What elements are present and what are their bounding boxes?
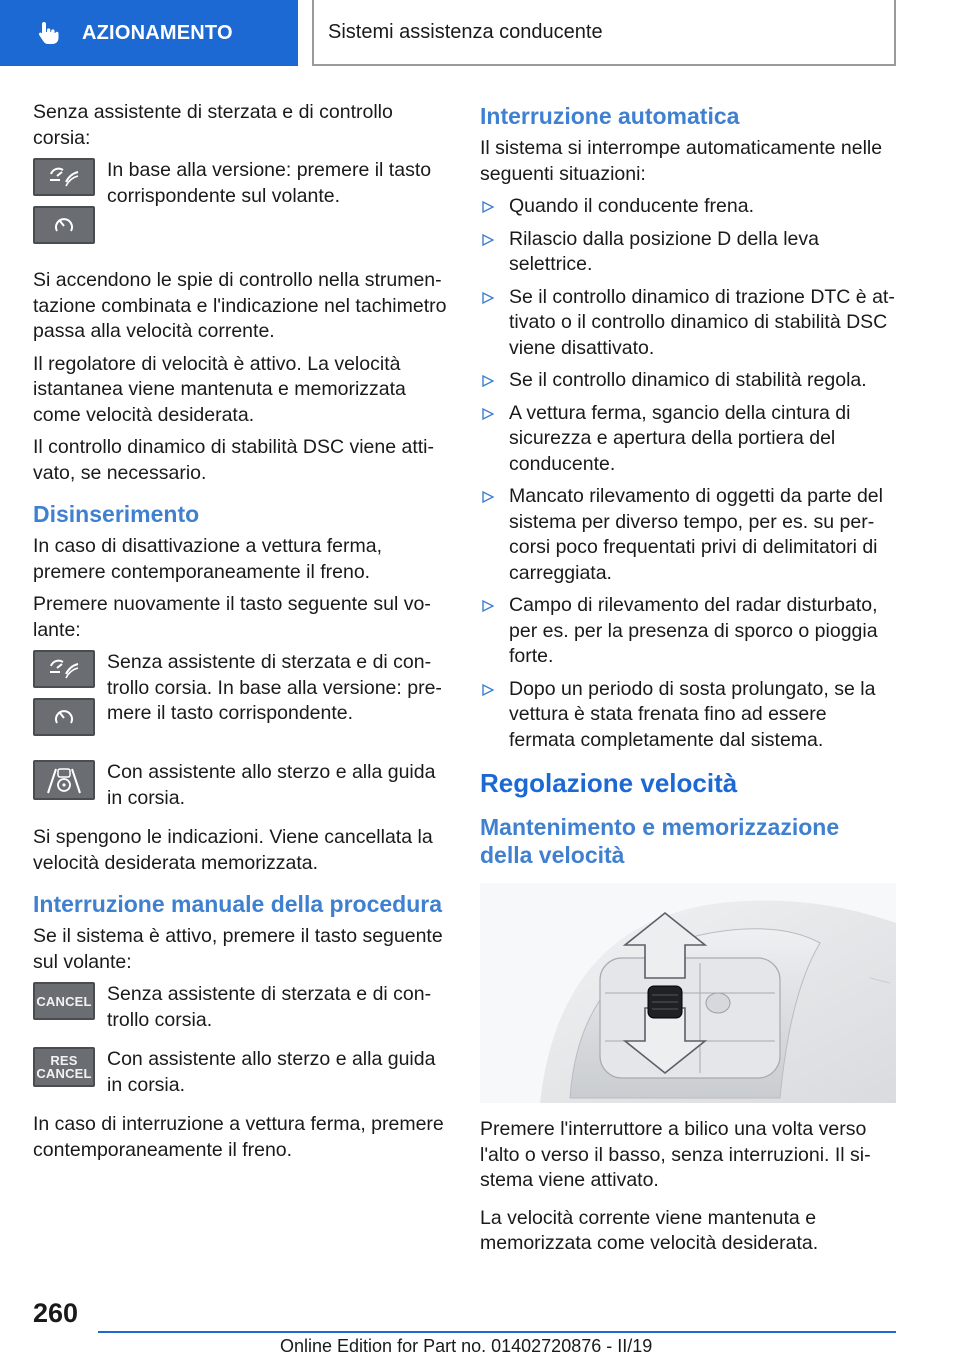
steering-wheel-rocker-switch-image xyxy=(480,883,896,1103)
bullet-list xyxy=(480,194,896,753)
triangle-bullet-icon xyxy=(482,292,494,304)
triangle-bullet-icon xyxy=(482,375,494,387)
triangle-bullet-icon xyxy=(482,201,494,213)
left-column xyxy=(33,100,449,1170)
bullet-item xyxy=(480,401,896,478)
button-description-row xyxy=(33,1047,449,1098)
right-column xyxy=(480,102,896,1264)
paragraph: Il regolatore di velocità è attivo. La velocità istantanea viene mantenuta e memorizzata come velocità desiderata. xyxy=(33,352,406,426)
paragraph: Il controllo dinamico di stabilità DSC viene attivato, se necessario. xyxy=(33,436,435,484)
footer-edition: Online Edition for Part no. 01402720876 - II/19 xyxy=(280,1336,653,1356)
paragraph: La velocità corrente viene mantenuta e memorizzata come velocità desiderata. xyxy=(480,1206,819,1254)
bullet-text: A vettura ferma, sgancio della cintura di sicurezza e apertura della portiera del conducente. xyxy=(509,401,851,475)
bullet-item xyxy=(480,368,896,394)
triangle-bullet-icon xyxy=(482,600,494,612)
button-stack xyxy=(33,760,95,811)
res-label: RES xyxy=(50,1053,78,1068)
cruise-control-icon xyxy=(48,166,80,188)
triangle-bullet-icon xyxy=(482,491,494,503)
paragraph: Premere l'interruttore a bilico una volta verso l'alto o verso il basso, senza interruzioni. Il sistema viene attivato. xyxy=(480,1118,871,1191)
bullet-item xyxy=(480,593,896,670)
section-label: AZIONAMENTO xyxy=(82,21,233,44)
triangle-bullet-icon xyxy=(482,408,494,420)
paragraph: In caso di disattivazione a vettura ferma, premere contemporaneamente il freno. xyxy=(33,535,383,583)
bullet-text: Se il controllo dinamico di trazione DTC è attivato o il controllo dinamico di stabilità DSC viene disattivato. xyxy=(509,285,895,359)
button-description-row xyxy=(33,158,449,254)
button-description: Senza assistente di sterzata e di controllo corsia. xyxy=(107,983,432,1031)
page-header xyxy=(0,0,960,66)
section-heading-disinserimento: Disinserimento xyxy=(33,501,200,527)
paragraph: In caso di interruzione a vettura ferma, premere contemporaneamente il freno. xyxy=(33,1113,444,1161)
speedometer-icon xyxy=(53,706,75,728)
section-tab xyxy=(0,0,298,66)
cruise-control-button xyxy=(33,158,95,196)
bullet-text: Dopo un periodo di sosta prolungato, se la vettura è stata frenata fino ad essere fermata completamente dal sistema. xyxy=(509,677,876,751)
button-description: Senza assistente di sterzata e di controllo corsia. In base alla versione: premere il tasto corrispondente. xyxy=(107,651,442,724)
bullet-text: Rilascio dalla posizione D della leva selettrice. xyxy=(509,227,820,275)
paragraph: Si spengono le indicazioni. Viene cancellata la velocità desiderata memorizzata. xyxy=(33,826,433,874)
bullet-item xyxy=(480,285,896,362)
button-description: Con assistente allo sterzo e alla guida in corsia. xyxy=(107,1048,436,1096)
triangle-bullet-icon xyxy=(482,234,494,246)
chapter-title: Sistemi assistenza conducente xyxy=(328,20,603,43)
paragraph: Il sistema si interrompe automaticamente nelle seguenti situazioni: xyxy=(480,137,883,185)
bullet-item xyxy=(480,484,896,586)
cruise-control-button xyxy=(33,650,95,688)
bullet-item xyxy=(480,227,896,278)
cruise-control-icon xyxy=(48,658,80,680)
paragraph: Se il sistema è attivo, premere il tasto seguente sul volante: xyxy=(33,925,443,973)
button-stack xyxy=(33,650,95,746)
cancel-label: CANCEL xyxy=(36,1066,92,1081)
cancel-button xyxy=(33,982,95,1020)
triangle-bullet-icon xyxy=(482,684,494,696)
bullet-item xyxy=(480,194,896,220)
hand-pointer-icon xyxy=(36,20,62,46)
section-heading-auto-interruption: Interruzione automatica xyxy=(480,103,740,129)
chapter-title-box xyxy=(312,0,896,66)
paragraph: Senza assistente di sterzata e di controllo corsia: xyxy=(33,101,393,149)
lane-steering-icon xyxy=(44,765,84,795)
button-stack xyxy=(33,982,95,1033)
button-description-row xyxy=(33,982,449,1033)
bullet-text: Se il controllo dinamico di stabilità regola. xyxy=(509,369,867,391)
bullet-text: Campo di rilevamento del radar disturbato, per es. per la presenza di sporco o pioggia forte. xyxy=(509,594,878,667)
driving-assistant-button xyxy=(33,760,95,800)
button-stack xyxy=(33,158,95,254)
bullet-item xyxy=(480,677,896,754)
speed-limiter-button xyxy=(33,698,95,736)
button-description: In base alla versione: premere il tasto corrispondente sul volante. xyxy=(107,159,432,207)
speed-limiter-button xyxy=(33,206,95,244)
button-description: Con assistente allo sterzo e alla guida in corsia. xyxy=(107,761,436,809)
section-heading-speed-regulation: Regolazione velocità xyxy=(480,768,738,798)
res-cancel-button xyxy=(33,1047,95,1087)
button-description-row xyxy=(33,650,449,746)
page-number: 260 xyxy=(33,1298,79,1328)
footer-rule xyxy=(98,1331,896,1333)
bullet-text: Mancato rilevamento di oggetti da parte del sistema per diverso tempo, per es. su percorsi poco frequentati privi di delimitatori di carreggiata. xyxy=(509,485,883,584)
paragraph: Si accendono le spie di controllo nella strumentazione combinata e l'indicazione nel tachimetro passa alla velocità corrente. xyxy=(33,269,447,342)
section-heading-manual-interruption: Interruzione manuale della procedura xyxy=(33,891,442,917)
speedometer-icon xyxy=(53,214,75,236)
button-description-row xyxy=(33,760,449,811)
bullet-text: Quando il conducente frena. xyxy=(509,195,755,217)
section-heading-maintain-store: Mantenimento e memorizzazione della velocità xyxy=(480,814,840,868)
paragraph: Premere nuovamente il tasto seguente sul volante: xyxy=(33,593,431,641)
cancel-button-label: CANCEL xyxy=(36,993,92,1009)
button-stack xyxy=(33,1047,95,1098)
